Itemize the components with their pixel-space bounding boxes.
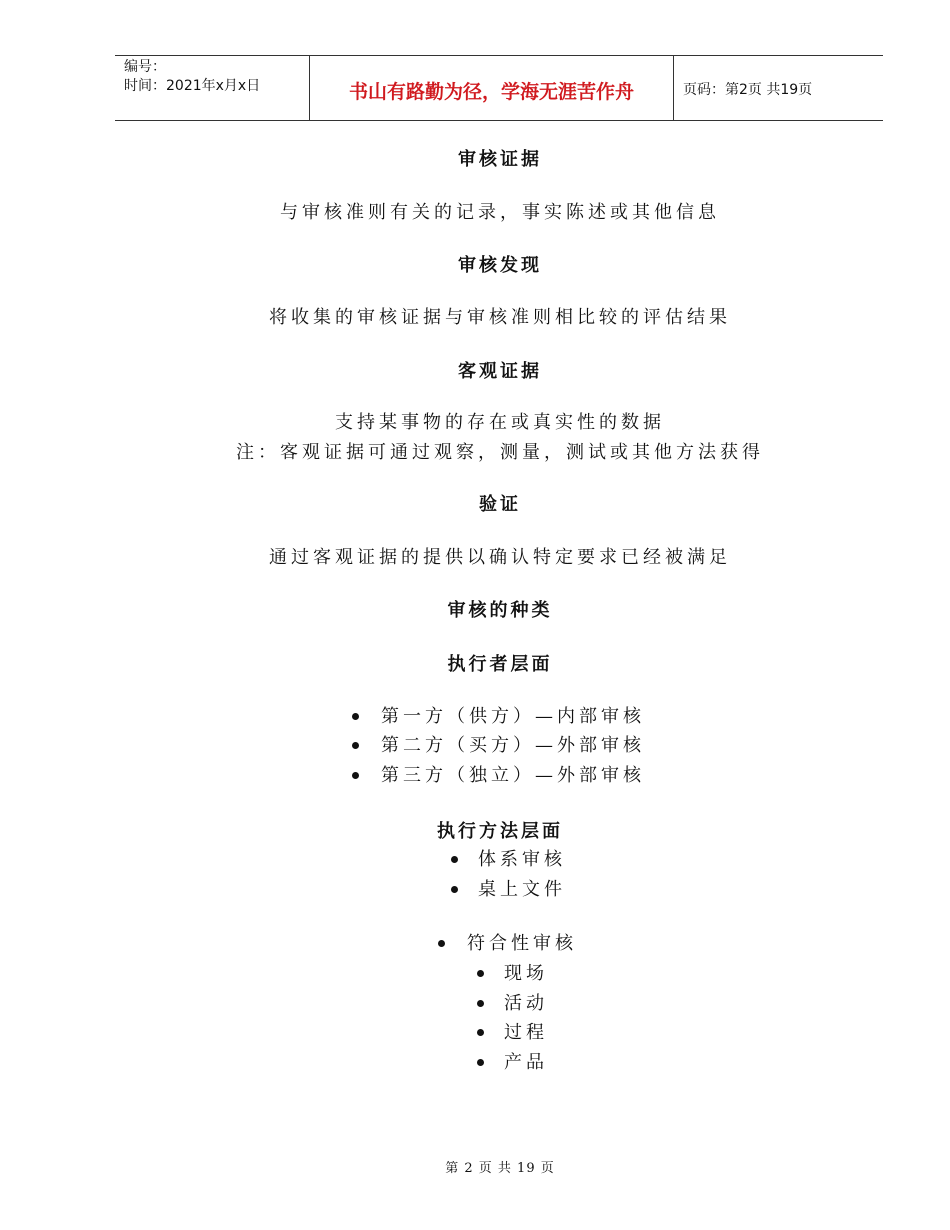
bullet-icon bbox=[352, 772, 359, 779]
definition-objective-evidence: 支持某事物的存在或真实性的数据 bbox=[335, 412, 665, 433]
list-item: 第一方（供方）—内部审核 bbox=[352, 702, 645, 728]
bullet-icon bbox=[352, 713, 359, 720]
definition-audit-findings: 将收集的审核证据与审核准则相比较的评估结果 bbox=[269, 307, 731, 328]
header-meta-cell bbox=[115, 56, 310, 120]
bullet-icon bbox=[352, 742, 359, 749]
list-item: 现场 bbox=[477, 959, 548, 985]
number-label: 编号： bbox=[124, 59, 166, 75]
page-footer: 第 2 页 共 19 页 bbox=[445, 1161, 555, 1176]
definition-verification: 通过客观证据的提供以确认特定要求已经被满足 bbox=[269, 547, 731, 568]
heading-audit-types: 审核的种类 bbox=[447, 600, 553, 621]
list-item: 第二方（买方）—外部审核 bbox=[352, 731, 645, 757]
heading-objective-evidence: 客观证据 bbox=[458, 361, 542, 382]
heading-method-level: 执行方法层面 bbox=[437, 821, 563, 842]
bullet-icon bbox=[477, 1059, 484, 1066]
heading-verification: 验证 bbox=[479, 494, 521, 515]
list-item: 产品 bbox=[477, 1048, 548, 1074]
bullet-icon bbox=[477, 1000, 484, 1007]
bullet-icon bbox=[451, 886, 458, 893]
bullet-icon bbox=[438, 940, 445, 947]
note-objective-evidence: 注：客观证据可通过观察，测量，测试或其他方法获得 bbox=[236, 442, 764, 463]
bullet-icon bbox=[477, 1029, 484, 1036]
motto: 书山有路勤为径，学海无涯苦作舟 bbox=[310, 56, 674, 120]
definition-audit-evidence: 与审核准则有关的记录，事实陈述或其他信息 bbox=[280, 202, 720, 223]
heading-audit-findings: 审核发现 bbox=[458, 255, 542, 276]
list-item: 第三方（独立）—外部审核 bbox=[352, 761, 645, 787]
list-item: 桌上文件 bbox=[451, 875, 566, 901]
page-label: 页码：第2页 共19页 bbox=[683, 82, 813, 98]
heading-audit-evidence: 审核证据 bbox=[458, 149, 542, 170]
heading-executor-level: 执行者层面 bbox=[447, 654, 553, 675]
bullet-icon bbox=[451, 856, 458, 863]
bullet-icon bbox=[477, 970, 484, 977]
list-item: 活动 bbox=[477, 989, 548, 1015]
header-table bbox=[115, 55, 883, 121]
list-item: 体系审核 bbox=[451, 845, 566, 871]
time-label: 时间：2021年x月x日 bbox=[124, 78, 261, 94]
list-item: 过程 bbox=[477, 1018, 548, 1044]
list-item: 符合性审核 bbox=[438, 929, 577, 955]
